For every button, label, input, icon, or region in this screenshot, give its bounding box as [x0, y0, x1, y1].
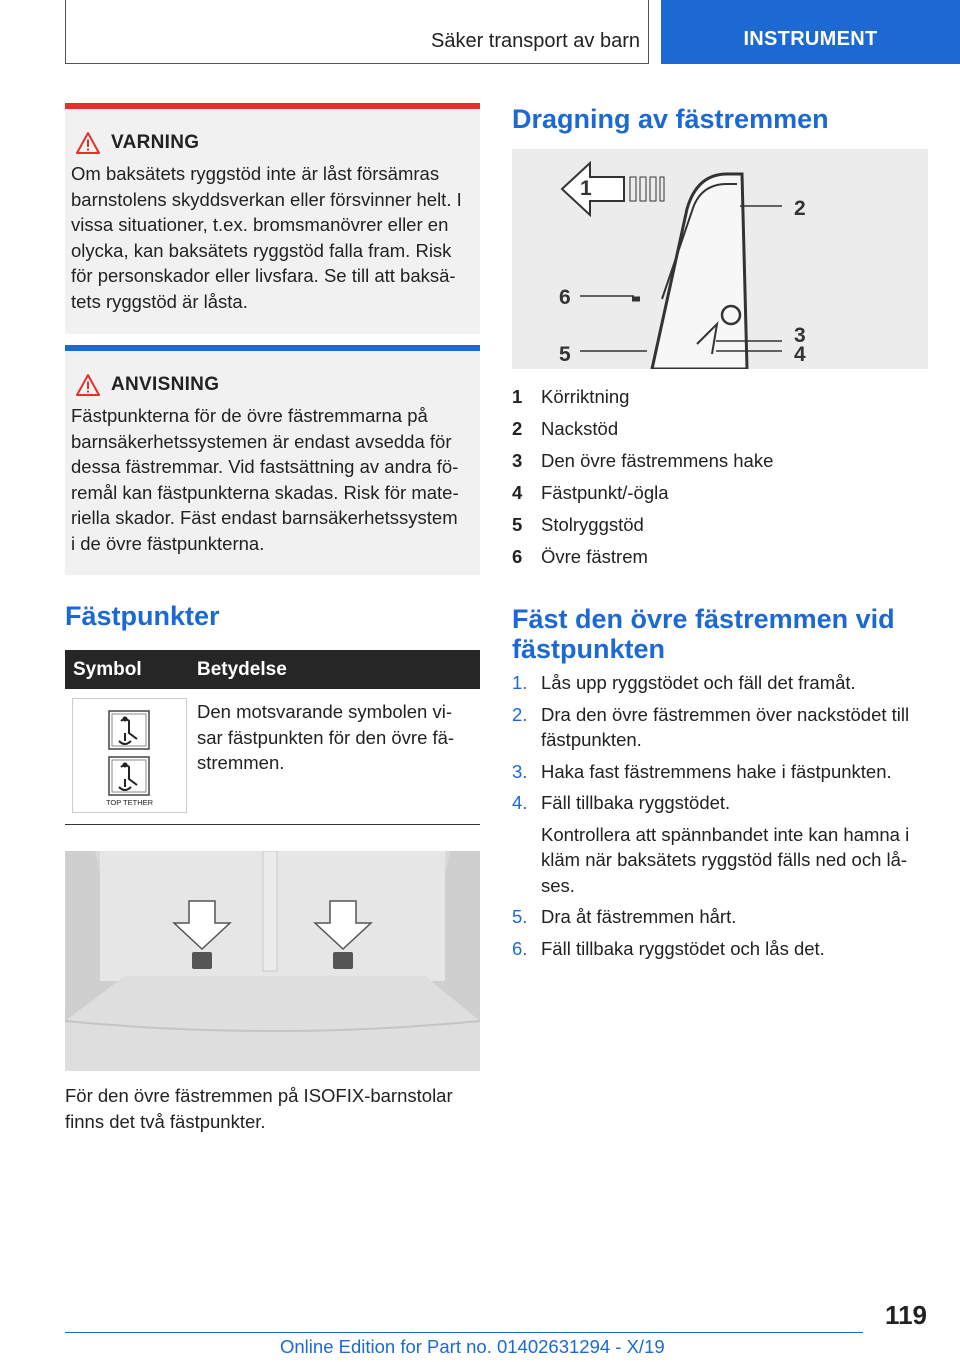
symbol-table-header	[65, 650, 480, 689]
anchor-caption: För den övre fästremmen på ISOFIX-barnstolar finns det två fästpunkter.	[65, 1085, 453, 1132]
figure-legend	[512, 381, 928, 573]
edition-link[interactable]: Online Edition for Part no. 01402631294 - X/19	[280, 1336, 665, 1357]
step-item: 4. Fäll tillbaka ryggstödet.	[512, 792, 731, 813]
notice-text: Fästpunkterna för de övre fästremmarna på barnsäkerhetssystemen är endast avsedda för dessa fästremmar. Vid fastsättning av andra fö- remål kan fästpunkterna skadas. Risk för mate- riella skador. Fäst endast barnsäkerhetssystem i de övre fästpunkterna.	[71, 405, 459, 554]
step-item: 2. Dra den övre fästremmen över nackstödet till fästpunkten.	[512, 703, 910, 750]
svg-text:5: 5	[559, 343, 571, 366]
attach-steps	[512, 670, 928, 967]
svg-text:3: 3	[794, 324, 806, 347]
col-meaning: Betydelse	[197, 659, 287, 680]
attach-heading: Fäst den övre fästremmen vid fästpunkten	[512, 604, 895, 664]
svg-text:2: 2	[794, 197, 806, 220]
svg-text:6: 6	[559, 286, 571, 309]
routing-heading: Dragning av fästremmen	[512, 104, 829, 134]
tether-routing-illustration	[512, 149, 928, 369]
warning-triangle-icon	[75, 131, 101, 155]
warning-box	[65, 103, 480, 334]
symbol-description: Den motsvarande symbolen vi- sar fästpunkten för den övre fä- stremmen.	[197, 701, 455, 773]
warning-title: VARNING	[111, 132, 200, 153]
legend-item: 3 Den övre fästremmens hake	[512, 450, 774, 471]
svg-text:4: 4	[794, 343, 806, 366]
footer-rule	[65, 1332, 863, 1333]
notice-box	[65, 345, 480, 575]
legend-item: 5 Stolryggstöd	[512, 514, 644, 535]
anchor-points-illustration	[65, 851, 480, 1071]
child-seat-anchor-icon	[73, 699, 186, 812]
page-number: 119	[885, 1300, 927, 1330]
legend-item: 1 Körriktning	[512, 386, 630, 407]
step-note: Kontrollera att spännbandet inte kan hamna i kläm när baksätets ryggstöd fälls ned och lå- ses.	[541, 823, 910, 896]
step-item: 3. Haka fast fästremmens hake i fästpunkten.	[512, 760, 892, 782]
notice-triangle-icon	[75, 373, 101, 397]
step-item: 5. Dra åt fästremmen hårt.	[512, 906, 737, 927]
step-item: 6. Fäll tillbaka ryggstödet och lås det.	[512, 937, 825, 959]
top-tether-symbol	[72, 698, 187, 813]
svg-text:1: 1	[580, 177, 592, 200]
warning-text: Om baksätets ryggstöd inte är låst försämras barnstolens skyddsverkan eller försvinner helt. I vissa situationer, t.ex. bromsmanövrer eller en olycka, kan baksätets ryggstöd falla fram. Risk för personskador eller livsfara. Se till att baksä- tets ryggstöd är låsta.	[71, 163, 462, 312]
warning-bar	[65, 103, 480, 109]
svg-text:TOP TETHER: TOP TETHER	[105, 798, 154, 807]
chapter-tab[interactable]: INSTRUMENT	[661, 0, 960, 64]
section-title: Säker transport av barn	[431, 30, 640, 52]
notice-bar	[65, 345, 480, 351]
notice-title: ANVISNING	[111, 374, 220, 395]
col-symbol: Symbol	[73, 659, 142, 680]
anchors-heading: Fästpunkter	[65, 601, 220, 631]
legend-item: 6 Övre fästrem	[512, 546, 648, 567]
legend-item: 4 Fästpunkt/-ögla	[512, 482, 669, 503]
step-item: 1. Lås upp ryggstödet och fäll det framåt.	[512, 672, 856, 693]
table-bottom-rule	[65, 824, 480, 825]
legend-item: 2 Nackstöd	[512, 418, 619, 439]
